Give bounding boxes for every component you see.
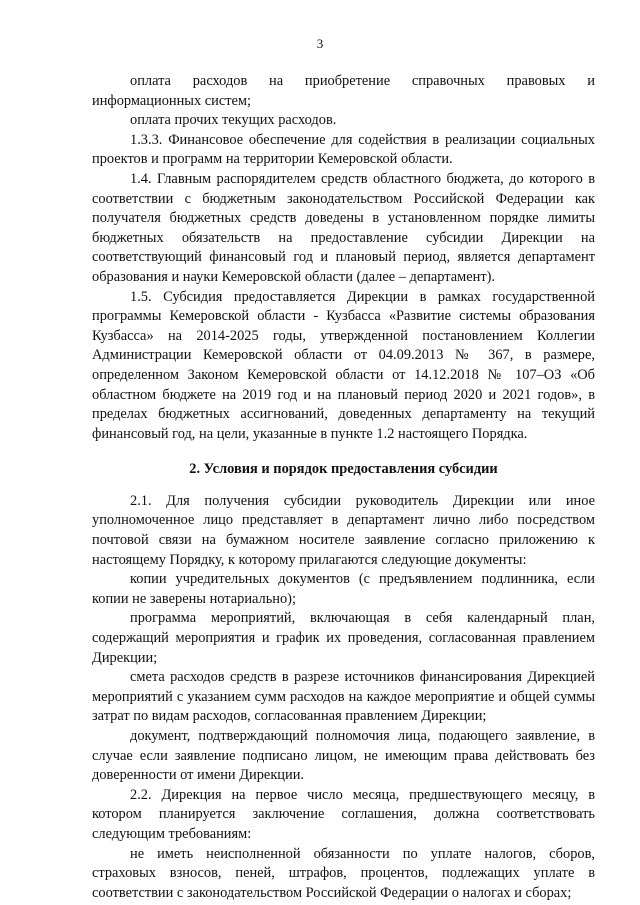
page-number: 3	[316, 36, 324, 51]
document-body	[92, 72, 595, 903]
paragraph-2-2: 2.2. Дирекция на первое число месяца, предшествующего месяцу, в котором планируется заключение соглашения, должна соответствовать следующим требованиям:	[92, 786, 595, 842]
paragraph-1-3-3: 1.3.3. Финансовое обеспечение для содействия в реализации социальных проектов и программ на территории Кемеровской области.	[92, 131, 595, 168]
paragraph-tax-obligations: не иметь неисполненной обязанности по уплате налогов, сборов, страховых взносов, пеней, штрафов, процентов, подлежащих уплате в соответствии с законодательством Российской Федерации о налогах и сборах;	[92, 845, 595, 901]
paragraph-1-4: 1.4. Главным распорядителем средств областного бюджета, до которого в соответствии с бюджетным законодательством Российской Федерации как получателя бюджетных средств доведены в установленном порядке лимиты бюджетных обязательств на предоставление субсидии Дирекции на соответствующий финансовый год и плановый период, является департамент образования и науки Кемеровской области (далее – департамент).	[92, 170, 595, 285]
section-heading: 2. Условия и порядок предоставления субсидии	[189, 461, 498, 478]
paragraph-event-program: программа мероприятий, включающая в себя календарный план, содержащий мероприятия и график их проведения, согласованная правлением Дирекции;	[92, 610, 595, 666]
paragraph-1-5: 1.5. Субсидия предоставляется Дирекции в рамках государственной программы Кемеровской области - Кузбасса «Развитие системы образования Кузбасса» на 2014-2025 годы, утвержденной постановлением Коллегии Администрации Кемеровской области от 04.09.2013 № 367, в размере, определенном Законом Кемеровской области от 14.12.2018 № 107–ОЗ «Об областном бюджете на 2019 год и на плановый период 2020 и 2021 годов», в пределах бюджетных ассигнований, доведенных департаменту на текущий финансовый год, на цели, указанные в пункте 1.2 настоящего Порядка.	[92, 288, 595, 442]
paragraph-2-1: 2.1. Для получения субсидии руководитель Дирекции или иное уполномоченное лицо представляет в департамент лично либо посредством почтовой связи на бумажном носителе заявление согласно приложению к настоящему Порядку, к которому прилагаются следующие документы:	[92, 492, 595, 568]
paragraph-expense-other: оплата прочих текущих расходов.	[130, 112, 337, 129]
paragraph-charter-copies: копии учредительных документов (с предъявлением подлинника, если копии не заверены нотариально);	[92, 571, 595, 607]
paragraph-expense-legal-systems: оплата расходов на приобретение справочных правовых и информационных систем;	[92, 73, 595, 109]
paragraph-authority-document: документ, подтверждающий полномочия лица, подающего заявление, в случае если заявление подписано лицом, не имеющим права действовать без доверенности от имени Дирекции.	[92, 728, 595, 784]
paragraph-expense-estimate: смета расходов средств в разрезе источников финансирования Дирекцией мероприятий с указанием сумм расходов на каждое мероприятие и общей суммы затрат по видам расходов, согласованная правлением Дирекции;	[92, 669, 595, 725]
